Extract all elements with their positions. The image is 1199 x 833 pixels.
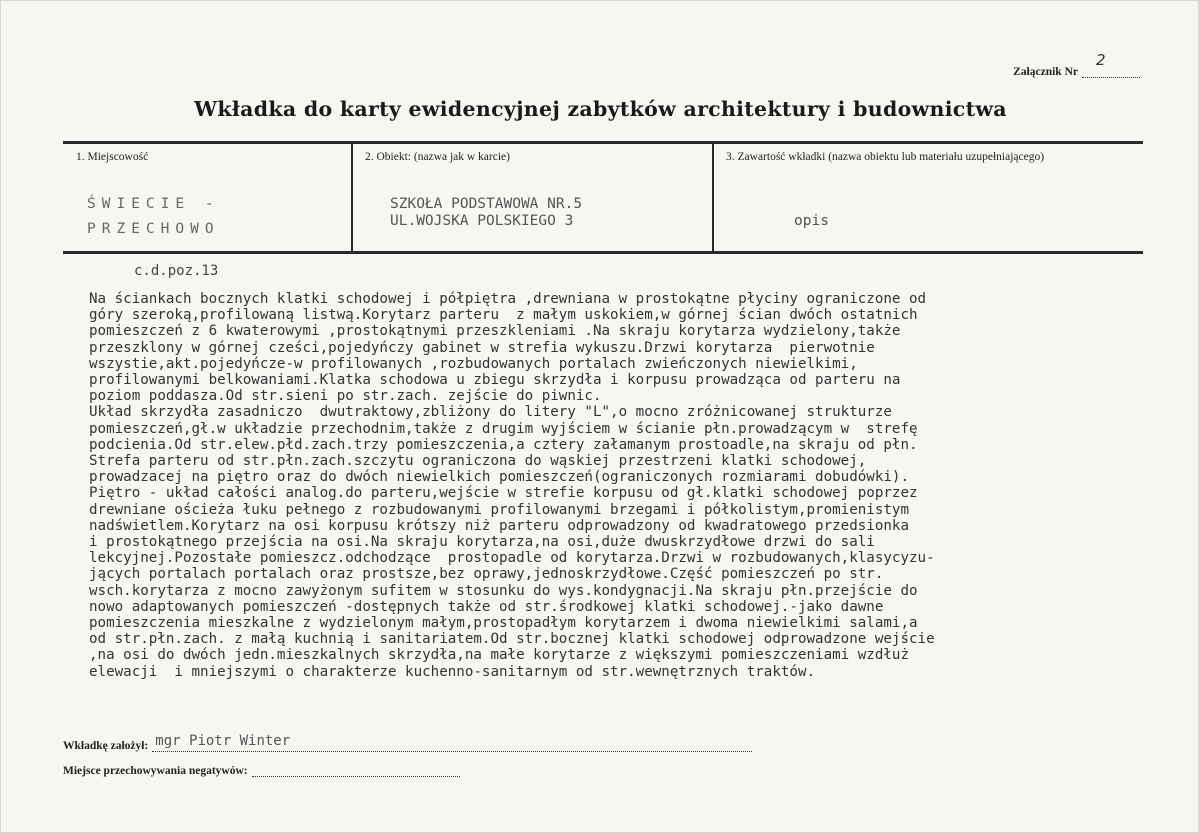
- object-value-line1: SZKOŁA PODSTAWOWA NR.5: [390, 196, 583, 212]
- description-line: Na ściankach bocznych klatki schodowej i półpiętra ,drewniana w prostokątne płyciny ograniczone od: [89, 291, 927, 307]
- place-value-line2: PRZECHOWO: [87, 221, 220, 237]
- description-line: lekcyjnej.Pozostałe pomieszcz.odchodzące prostopadle od korytarza.Drzwi w rozbudowanych,klasycyzu-: [89, 550, 935, 567]
- description-line: podcienia.Od str.elew.płd.zach.trzy pomieszczenia,a cztery załamanym prostoadle,na skraju od płn.: [89, 436, 918, 453]
- object-value-line2: UL.WOJSKA POLSKIEGO 3: [390, 213, 574, 229]
- description-line: góry szeroką,profilowaną listwą.Korytarz parteru z małym uskokiem,w górnej ścian dwóch ostatnich: [89, 307, 918, 324]
- place-cell: [63, 144, 353, 251]
- object-label: 2. Obiekt: (nazwa jak w karcie): [365, 151, 510, 163]
- continuation-reference: c.d.poz.13: [134, 263, 219, 279]
- description-line: wsch.korytarza z mocno zawyżonym sufitem w stosunku do wys.kondygnacji.Na skraju płn.przejście do: [89, 582, 918, 599]
- author-label: Wkładkę założył:: [63, 740, 149, 752]
- annex-label: Załącznik Nr: [1013, 66, 1078, 78]
- description-line: przeszklony w górnej cześci,pojedyńczy gabinet w strefia wykuszu.Drzwi korytarza pierwotnie: [89, 339, 875, 356]
- description-line: profilowanymi belkowaniami.Klatka schodowa u zbiegu skrzydła i korpusu prowadząca od parteru na: [89, 372, 901, 389]
- description-line: elewacji i mniejszymi o charakterze kuchenno-sanitarnym od str.wewnętrznych traktów.: [89, 663, 816, 680]
- contents-label: 3. Zawartość wkładki (nazwa obiektu lub materiału uzupełniającego): [726, 151, 1045, 163]
- description-line: pomieszczeń z 6 kwaterowymi ,prostokątnymi przeszkleniami .Na skraju korytarza wydzielony,także: [89, 323, 901, 340]
- object-cell: [353, 144, 714, 251]
- place-value-line1: ŚWIECIE -: [87, 196, 220, 212]
- description-line: i prostokątnego przejścia na osi.Na skraju korytarza,na osi,duże dwuskrzydłowe drzwi do sali: [89, 534, 875, 551]
- description-line: nowo adaptowanych pomieszczeń -dostępnych także od str.środkowej klatki schodowej.-jako dawne: [89, 598, 884, 615]
- description-line: pomieszczenia mieszkalne z wydzielonym małym,prostopadłym korytarzem i dwoma niewielkimi salami,a: [89, 615, 918, 632]
- annex-number-field: [1082, 51, 1140, 78]
- description-line: nadświetlem.Korytarz na osi korpusu krótszy niż parteru odprowadzony od kwadratowego przedsionka: [89, 517, 909, 534]
- description-line: prowadzacej na piętro oraz do dwóch niewielkich pomieszczeń(ograniczonych rozmiarami dobudówki).: [89, 469, 909, 486]
- description-line: od str.płn.zach. z małą kuchnią i sanitariatem.Od str.bocznej klatki schodowej odprowadzone wejście: [89, 631, 935, 648]
- author-row: [63, 733, 752, 752]
- description-line: pomieszczeń,gł.w układzie przechodnim,także z drugim wyjściem w ścianie płn.prowadzącym w strefę: [89, 420, 918, 437]
- author-value: mgr Piotr Winter: [155, 733, 291, 749]
- description-line: Układ skrzydła zasadniczo dwutraktowy,zbliżony do litery "L",o mocno zróżnicowanej strukturze: [89, 404, 892, 421]
- description-line: poziom poddasza.Od str.sieni po str.zach. zejście do piwnic.: [89, 388, 602, 405]
- description-line: drewniane ościeża łuku pełnego z rozbudowanymi profilowanymi brzegami i półkolistym,promienistym: [89, 501, 909, 518]
- place-label: 1. Miejscowość: [76, 151, 149, 163]
- description-line: Strefa parteru od str.płn.zach.szczytu ograniczona do wąskiej przestrzeni klatki schodowej,: [89, 453, 867, 470]
- contents-value: opis: [794, 213, 829, 229]
- description-line: ,na osi do dwóch jedn.mieszkalnych skrzydła,na małe korytarze z większymi pomieszczeniami wzdłuż: [89, 647, 909, 664]
- description-line: wszystie,akt.pojedyńcze-w profilowanych ,rozbudowanych portalach zwieńczonych niewielkimi,: [89, 355, 858, 372]
- description-text: [89, 291, 1149, 680]
- description-line: jących portalach portalach oraz prostsze,bez oprawy,jednoskrzydłowe.Część pomieszczeń po str.: [89, 566, 884, 583]
- negatives-field: [252, 764, 460, 777]
- annex-number: [1013, 51, 1140, 78]
- contents-cell: [714, 144, 1143, 251]
- negatives-row: [63, 764, 460, 777]
- header-fields-table: [63, 141, 1143, 254]
- author-field: [152, 733, 752, 752]
- description-line: Piętro - układ całości analog.do parteru,wejście w strefie korpusu od gł.klatki schodowej poprzez: [89, 485, 918, 502]
- annex-number-value: 2: [1096, 51, 1106, 69]
- negatives-label: Miejsce przechowywania negatywów:: [63, 765, 248, 777]
- page-title: Wkładka do karty ewidencyjnej zabytków architektury i budownictwa: [194, 97, 1007, 121]
